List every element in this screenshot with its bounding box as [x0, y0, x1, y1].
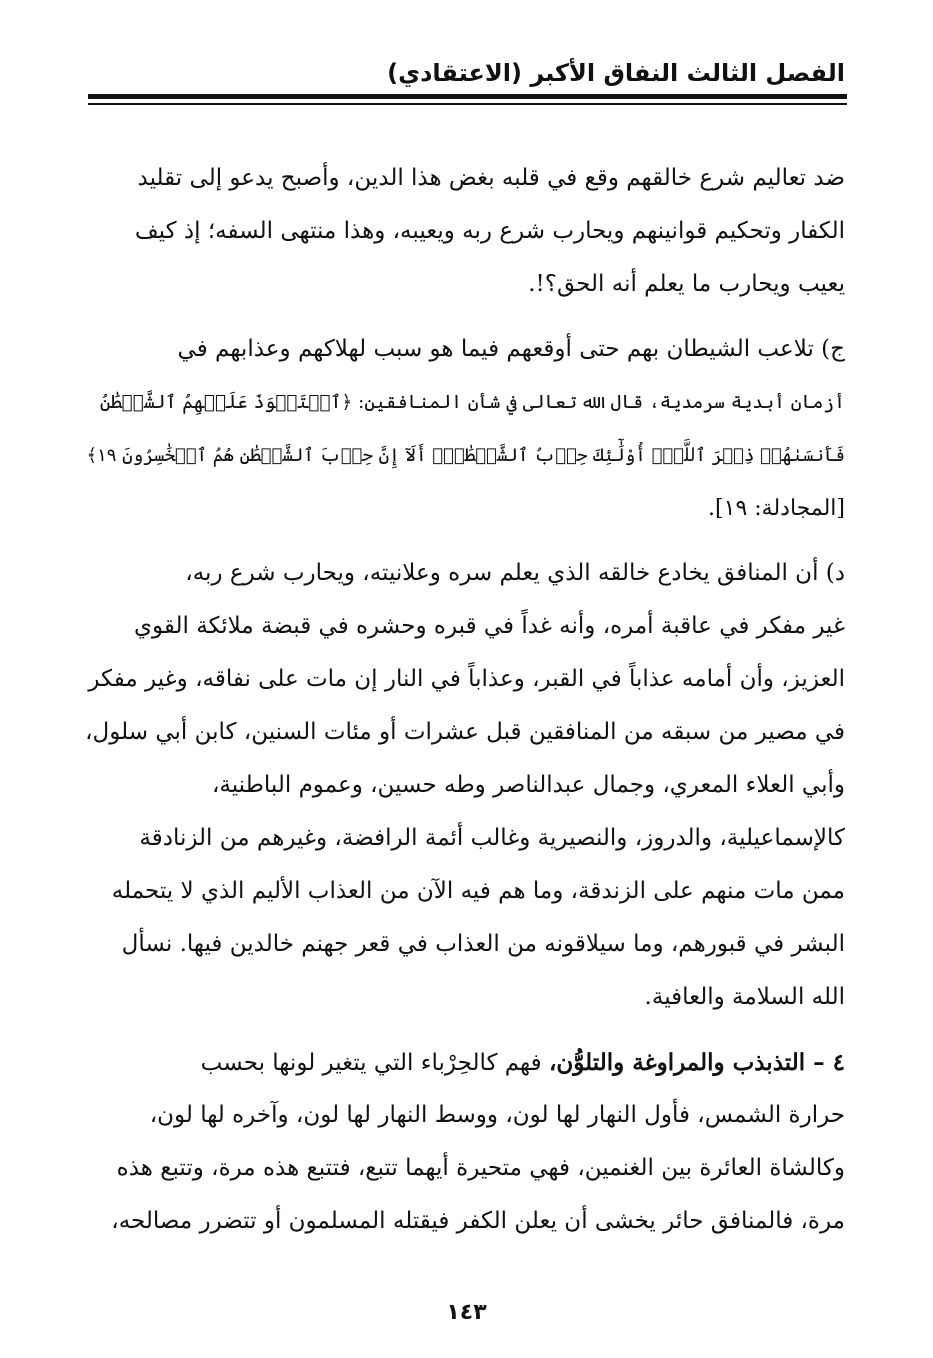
paragraph-dal — [82, 547, 845, 1024]
text-line: ممن مات منهم على الزندقة، وما هم فيه الآن من العذاب الأليم الذي لا يتحمله — [111, 878, 845, 904]
text-line: الله السلامة والعافية. — [644, 984, 845, 1010]
paragraph-continuation — [82, 152, 845, 311]
header-rule-thick — [88, 94, 847, 99]
text-line: البشر في قبورهم، وما سيلاقونه من العذاب في قعر جهنم خالدين فيها. نسأل — [121, 931, 845, 957]
term-continuation: فهم كالحِرْباء التي يتغير لونها بحسب — [200, 1050, 549, 1076]
paragraph-jim — [82, 323, 845, 535]
body-text — [82, 152, 845, 1260]
quran-verse-line: فَأَنسَىٰهُمۡ ذِكۡرَ ٱللَّهِۚ أُوْلَٰٓئِكَ حِزۡبُ ٱلشَّيۡطَٰنِۚ أَلَآ إِنَّ حِزۡبَ ٱلشَّيۡطَٰنِ هُمُ ٱلۡخَٰسِرُونَ ١٩﴾ — [86, 445, 845, 466]
text-line — [82, 1036, 845, 1089]
text-line: ج) تلاعب الشيطان بهم حتى أوقعهم فيما هو سبب لهلاكهم وعذابهم في — [177, 336, 845, 362]
text-line: مرة، فالمنافق حائر يخشى أن يعلن الكفر فيقتله المسلمون أو تتضرر مصالحه، — [111, 1208, 845, 1234]
text-line: في مصير من سبقه من المنافقين قبل عشرات أو مئات السنين، كابن أبي سلول، — [85, 719, 845, 745]
text-line: وكالشاة العائرة بين الغنمين، فهي متحيرة أيهما تتبع، فتتبع هذه مرة، وتتبع هذه — [116, 1155, 845, 1181]
text-line: غير مفكر في عاقبة أمره، وأنه غداً في قبره وحشره في قبضة ملائكة القوي — [133, 613, 845, 639]
text-line: كالإسماعيلية، والدروز، والنصيرية وغالب أئمة الرافضة، وغيرهم من الزنادقة — [139, 825, 845, 851]
section-term: ٤ – التذبذب والمراوغة والتلوُّن، — [548, 1049, 845, 1076]
running-header-title: الفصل الثالث النفاق الأكبر (الاعتقادي) — [387, 59, 845, 87]
text-line: الكفار وتحكيم قوانينهم ويحارب شرع ربه ويعيبه، وهذا منتهى السفه؛ إذ كيف — [134, 218, 845, 244]
paragraph-section-4 — [82, 1036, 845, 1248]
verse-reference: [المجادلة: ١٩]. — [708, 496, 845, 521]
text-line: ضد تعاليم شرع خالقهم وقع في قلبه بغض هذا الدين، وأصبح يدعو إلى تقليد — [137, 165, 845, 191]
text-line: أزمان أبدية سرمدية، قال الله تعالى في شأن المنافقين: ﴿ٱسۡتَحۡوَذَ عَلَيۡهِمُ ٱلشَّيۡطَٰنُ — [99, 392, 845, 413]
header-rule-thin — [88, 103, 847, 105]
page-number: ١٤٣ — [446, 1300, 487, 1325]
text-line: العزيز، وأن أمامه عذاباً في القبر، وعذاباً في النار إن مات على نفاقه، وغير مفكر — [88, 666, 845, 692]
text-line: يعيب ويحارب ما يعلم أنه الحق؟!. — [528, 271, 845, 297]
text-line: د) أن المنافق يخادع خالقه الذي يعلم سره وعلانيته، ويحارب شرع ربه، — [185, 560, 845, 586]
text-line: وأبي العلاء المعري، وجمال عبدالناصر وطه حسين، وعموم الباطنية، — [211, 772, 845, 798]
text-line: حرارة الشمس، فأول النهار لها لون، ووسط النهار لها لون، وآخره لها لون، — [149, 1102, 845, 1128]
